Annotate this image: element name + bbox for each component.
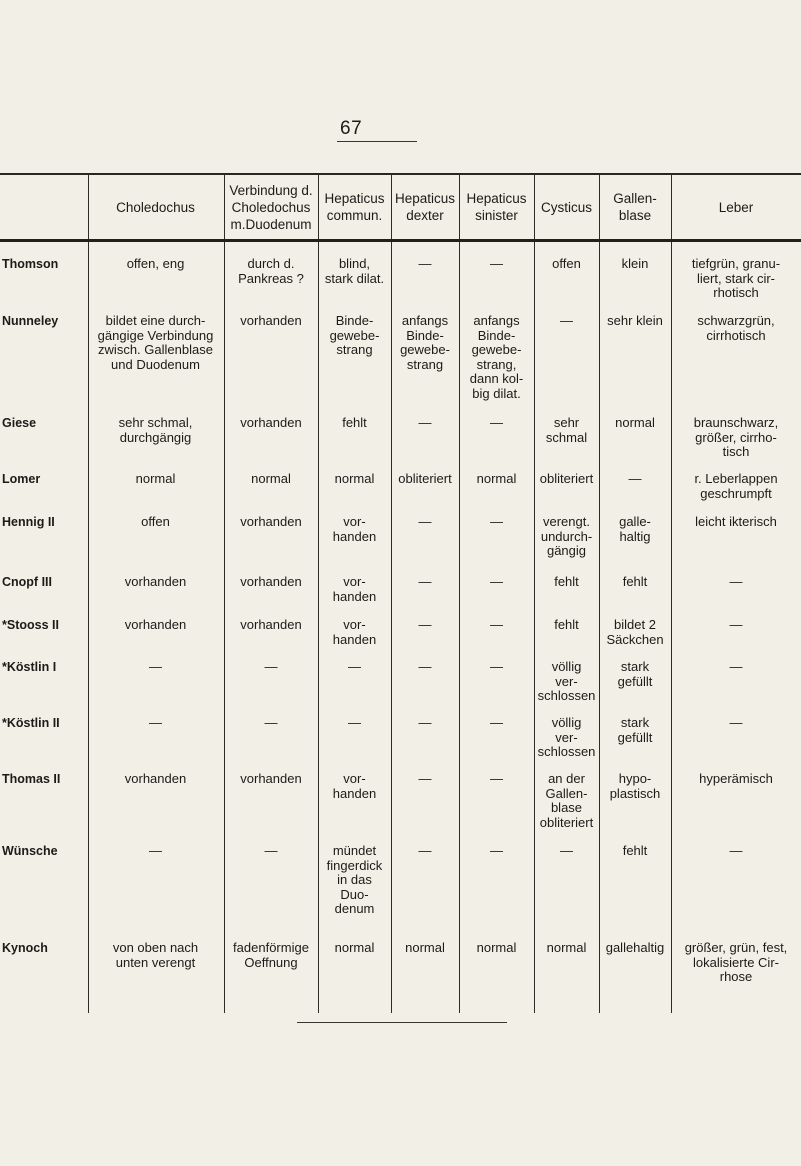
cell-verbindung: fadenförmige Oeffnung xyxy=(233,940,309,970)
cell-leber: — xyxy=(729,715,743,730)
cell-cysticus: obliteriert xyxy=(539,471,594,486)
row-name: Thomas II xyxy=(2,772,61,786)
cell-choledochus: — xyxy=(149,715,162,730)
cell-verbindung: normal xyxy=(251,471,291,486)
cell-verbindung: vorhanden xyxy=(240,574,302,589)
column-divider xyxy=(224,175,225,1013)
cell-leber: — xyxy=(729,574,743,589)
cell-hepaticus-dexter: — xyxy=(418,574,432,589)
cell-choledochus: — xyxy=(149,843,162,858)
cell-verbindung: vorhanden xyxy=(240,771,302,786)
cell-leber: r. Leberlappen geschrumpft xyxy=(694,471,778,501)
cell-choledochus: vorhanden xyxy=(124,771,187,786)
row-name: Kynoch xyxy=(2,941,48,955)
cell-hepaticus-dexter: normal xyxy=(405,940,445,955)
cell-hepaticus-sinister: — xyxy=(490,843,503,858)
cell-verbindung: vorhanden xyxy=(240,514,302,529)
cell-hepaticus-commun: vor- handen xyxy=(332,617,377,647)
cell-cysticus: offen xyxy=(552,256,581,271)
cell-hepaticus-commun: vor- handen xyxy=(332,514,377,544)
cell-choledochus: offen xyxy=(141,514,170,529)
cell-hepaticus-sinister: — xyxy=(490,514,503,529)
cell-gallenblase: klein xyxy=(621,256,649,271)
cell-cysticus: sehr schmal xyxy=(545,415,588,445)
cell-hepaticus-dexter: — xyxy=(418,771,432,786)
cell-leber: — xyxy=(729,617,743,632)
header-hepaticus-sinister: Hepaticus sinister xyxy=(466,191,527,223)
cell-leber: schwarzgrün, cirrhotisch xyxy=(697,313,775,343)
cell-hepaticus-sinister: — xyxy=(490,415,503,430)
cell-hepaticus-sinister: — xyxy=(490,771,503,786)
cell-gallenblase: sehr klein xyxy=(607,313,663,328)
header-hepaticus-commun: Hepaticus commun. xyxy=(324,191,385,223)
cell-leber: braunschwarz, größer, cirrho- tisch xyxy=(693,415,779,459)
column-divider xyxy=(599,175,600,1013)
header-verbindung: Verbindung d. Choledochus m.Duodenum xyxy=(229,182,313,232)
row-name: Cnopf III xyxy=(2,575,52,589)
cell-cysticus: völlig ver- schlossen xyxy=(537,659,596,703)
cell-gallenblase: hypo- plastisch xyxy=(609,771,661,801)
row-name: Thomson xyxy=(2,257,59,271)
cell-hepaticus-sinister: — xyxy=(490,715,503,730)
table-header-rule xyxy=(0,239,801,242)
table-bottom-rule xyxy=(297,1022,507,1023)
cell-leber: hyperämisch xyxy=(699,771,773,786)
header-cysticus: Cysticus xyxy=(540,199,592,215)
cell-hepaticus-commun: fehlt xyxy=(342,415,367,430)
cell-choledochus: bildet eine durch- gängige Verbindung zwisch. Gallenblase und Duodenum xyxy=(97,313,214,372)
header-leber: Leber xyxy=(718,199,754,215)
cell-hepaticus-commun: Binde- gewebe- strang xyxy=(329,313,380,357)
cell-verbindung: vorhanden xyxy=(240,415,302,430)
row-name: Giese xyxy=(2,416,37,430)
cell-hepaticus-commun: — xyxy=(348,715,361,730)
cell-gallenblase: galle- haltig xyxy=(619,514,651,544)
cell-hepaticus-commun: vor- handen xyxy=(332,771,377,801)
cell-verbindung: durch d. Pankreas ? xyxy=(238,256,304,286)
cell-gallenblase: — xyxy=(628,471,642,486)
header-gallenblase: Gallen- blase xyxy=(613,191,657,223)
cell-hepaticus-commun: normal xyxy=(334,940,375,955)
page-number: 67 xyxy=(340,118,363,139)
cell-cysticus: — xyxy=(560,843,573,858)
column-divider xyxy=(459,175,460,1013)
header-choledochus: Choledochus xyxy=(116,199,195,215)
cell-hepaticus-sinister: — xyxy=(490,659,503,674)
cell-hepaticus-dexter: anfangs Binde- gewebe- strang xyxy=(400,313,450,372)
cell-choledochus: von oben nach unten verengt xyxy=(112,940,199,970)
cell-verbindung: vorhanden xyxy=(240,313,302,328)
cell-verbindung: — xyxy=(264,659,278,674)
cell-hepaticus-dexter: — xyxy=(418,415,432,430)
cell-hepaticus-sinister: normal xyxy=(476,940,517,955)
cell-hepaticus-sinister: — xyxy=(490,574,503,589)
cell-hepaticus-dexter: — xyxy=(418,256,432,271)
cell-cysticus: fehlt xyxy=(554,574,579,589)
cell-cysticus: fehlt xyxy=(554,617,579,632)
cell-choledochus: normal xyxy=(135,471,176,486)
cell-gallenblase: gallehaltig xyxy=(605,940,665,955)
cell-cysticus: völlig ver- schlossen xyxy=(537,715,596,759)
cell-verbindung: — xyxy=(264,843,278,858)
column-divider xyxy=(534,175,535,1013)
cell-leber: — xyxy=(729,843,743,858)
cell-choledochus: vorhanden xyxy=(124,617,187,632)
column-divider xyxy=(391,175,392,1013)
cell-choledochus: vorhanden xyxy=(124,574,187,589)
cell-hepaticus-dexter: — xyxy=(418,617,432,632)
cell-choledochus: — xyxy=(149,659,162,674)
cell-cysticus: an der Gallen- blase obliteriert xyxy=(539,771,594,830)
cell-leber: größer, grün, fest, lokalisierte Cir- rhose xyxy=(684,940,788,984)
column-divider xyxy=(88,175,89,1013)
cell-cysticus: normal xyxy=(546,940,587,955)
row-name: Nunneley xyxy=(2,314,59,328)
row-name: Hennig II xyxy=(2,515,55,529)
cell-verbindung: vorhanden xyxy=(240,617,302,632)
cell-leber: leicht ikterisch xyxy=(695,514,777,529)
cell-gallenblase: stark gefüllt xyxy=(617,659,653,689)
cell-hepaticus-sinister: — xyxy=(490,256,503,271)
row-name: *Stooss II xyxy=(2,618,59,632)
cell-hepaticus-dexter: — xyxy=(418,715,432,730)
cell-hepaticus-commun: mündet fingerdick in das Duo- denum xyxy=(326,843,383,916)
cell-gallenblase: normal xyxy=(615,415,655,430)
cell-gallenblase: bildet 2 Säckchen xyxy=(606,617,664,647)
row-name: Lomer xyxy=(2,472,41,486)
cell-hepaticus-sinister: normal xyxy=(476,471,517,486)
cell-hepaticus-sinister: anfangs Binde- gewebe- strang, dann kol- big dilat. xyxy=(469,313,524,401)
cell-cysticus: — xyxy=(560,313,573,328)
row-name: *Köstlin II xyxy=(2,716,60,730)
cell-hepaticus-dexter: obliteriert xyxy=(398,471,452,486)
cell-choledochus: offen, eng xyxy=(126,256,185,271)
cell-hepaticus-dexter: — xyxy=(418,659,432,674)
cell-gallenblase: fehlt xyxy=(622,574,648,589)
cell-gallenblase: fehlt xyxy=(622,843,648,858)
cell-hepaticus-dexter: — xyxy=(418,514,432,529)
cell-hepaticus-commun: blind, stark dilat. xyxy=(324,256,385,286)
cell-cysticus: verengt. undurch- gängig xyxy=(540,514,593,558)
cell-leber: tiefgrün, granu- liert, stark cir- rhotisch xyxy=(691,256,781,300)
cell-hepaticus-commun: — xyxy=(348,659,361,674)
cell-choledochus: sehr schmal, durchgängig xyxy=(118,415,193,445)
header-hepaticus-dexter: Hepaticus dexter xyxy=(394,191,456,223)
cell-hepaticus-dexter: — xyxy=(418,843,432,858)
cell-leber: — xyxy=(729,659,743,674)
cell-hepaticus-sinister: — xyxy=(490,617,503,632)
row-name: *Köstlin I xyxy=(2,660,57,674)
row-name: Wünsche xyxy=(2,844,58,858)
page-number-underline xyxy=(337,141,417,142)
column-divider xyxy=(671,175,672,1013)
cell-hepaticus-commun: normal xyxy=(334,471,375,486)
cell-gallenblase: stark gefüllt xyxy=(617,715,653,745)
cell-hepaticus-commun: vor- handen xyxy=(332,574,377,604)
cell-verbindung: — xyxy=(264,715,278,730)
